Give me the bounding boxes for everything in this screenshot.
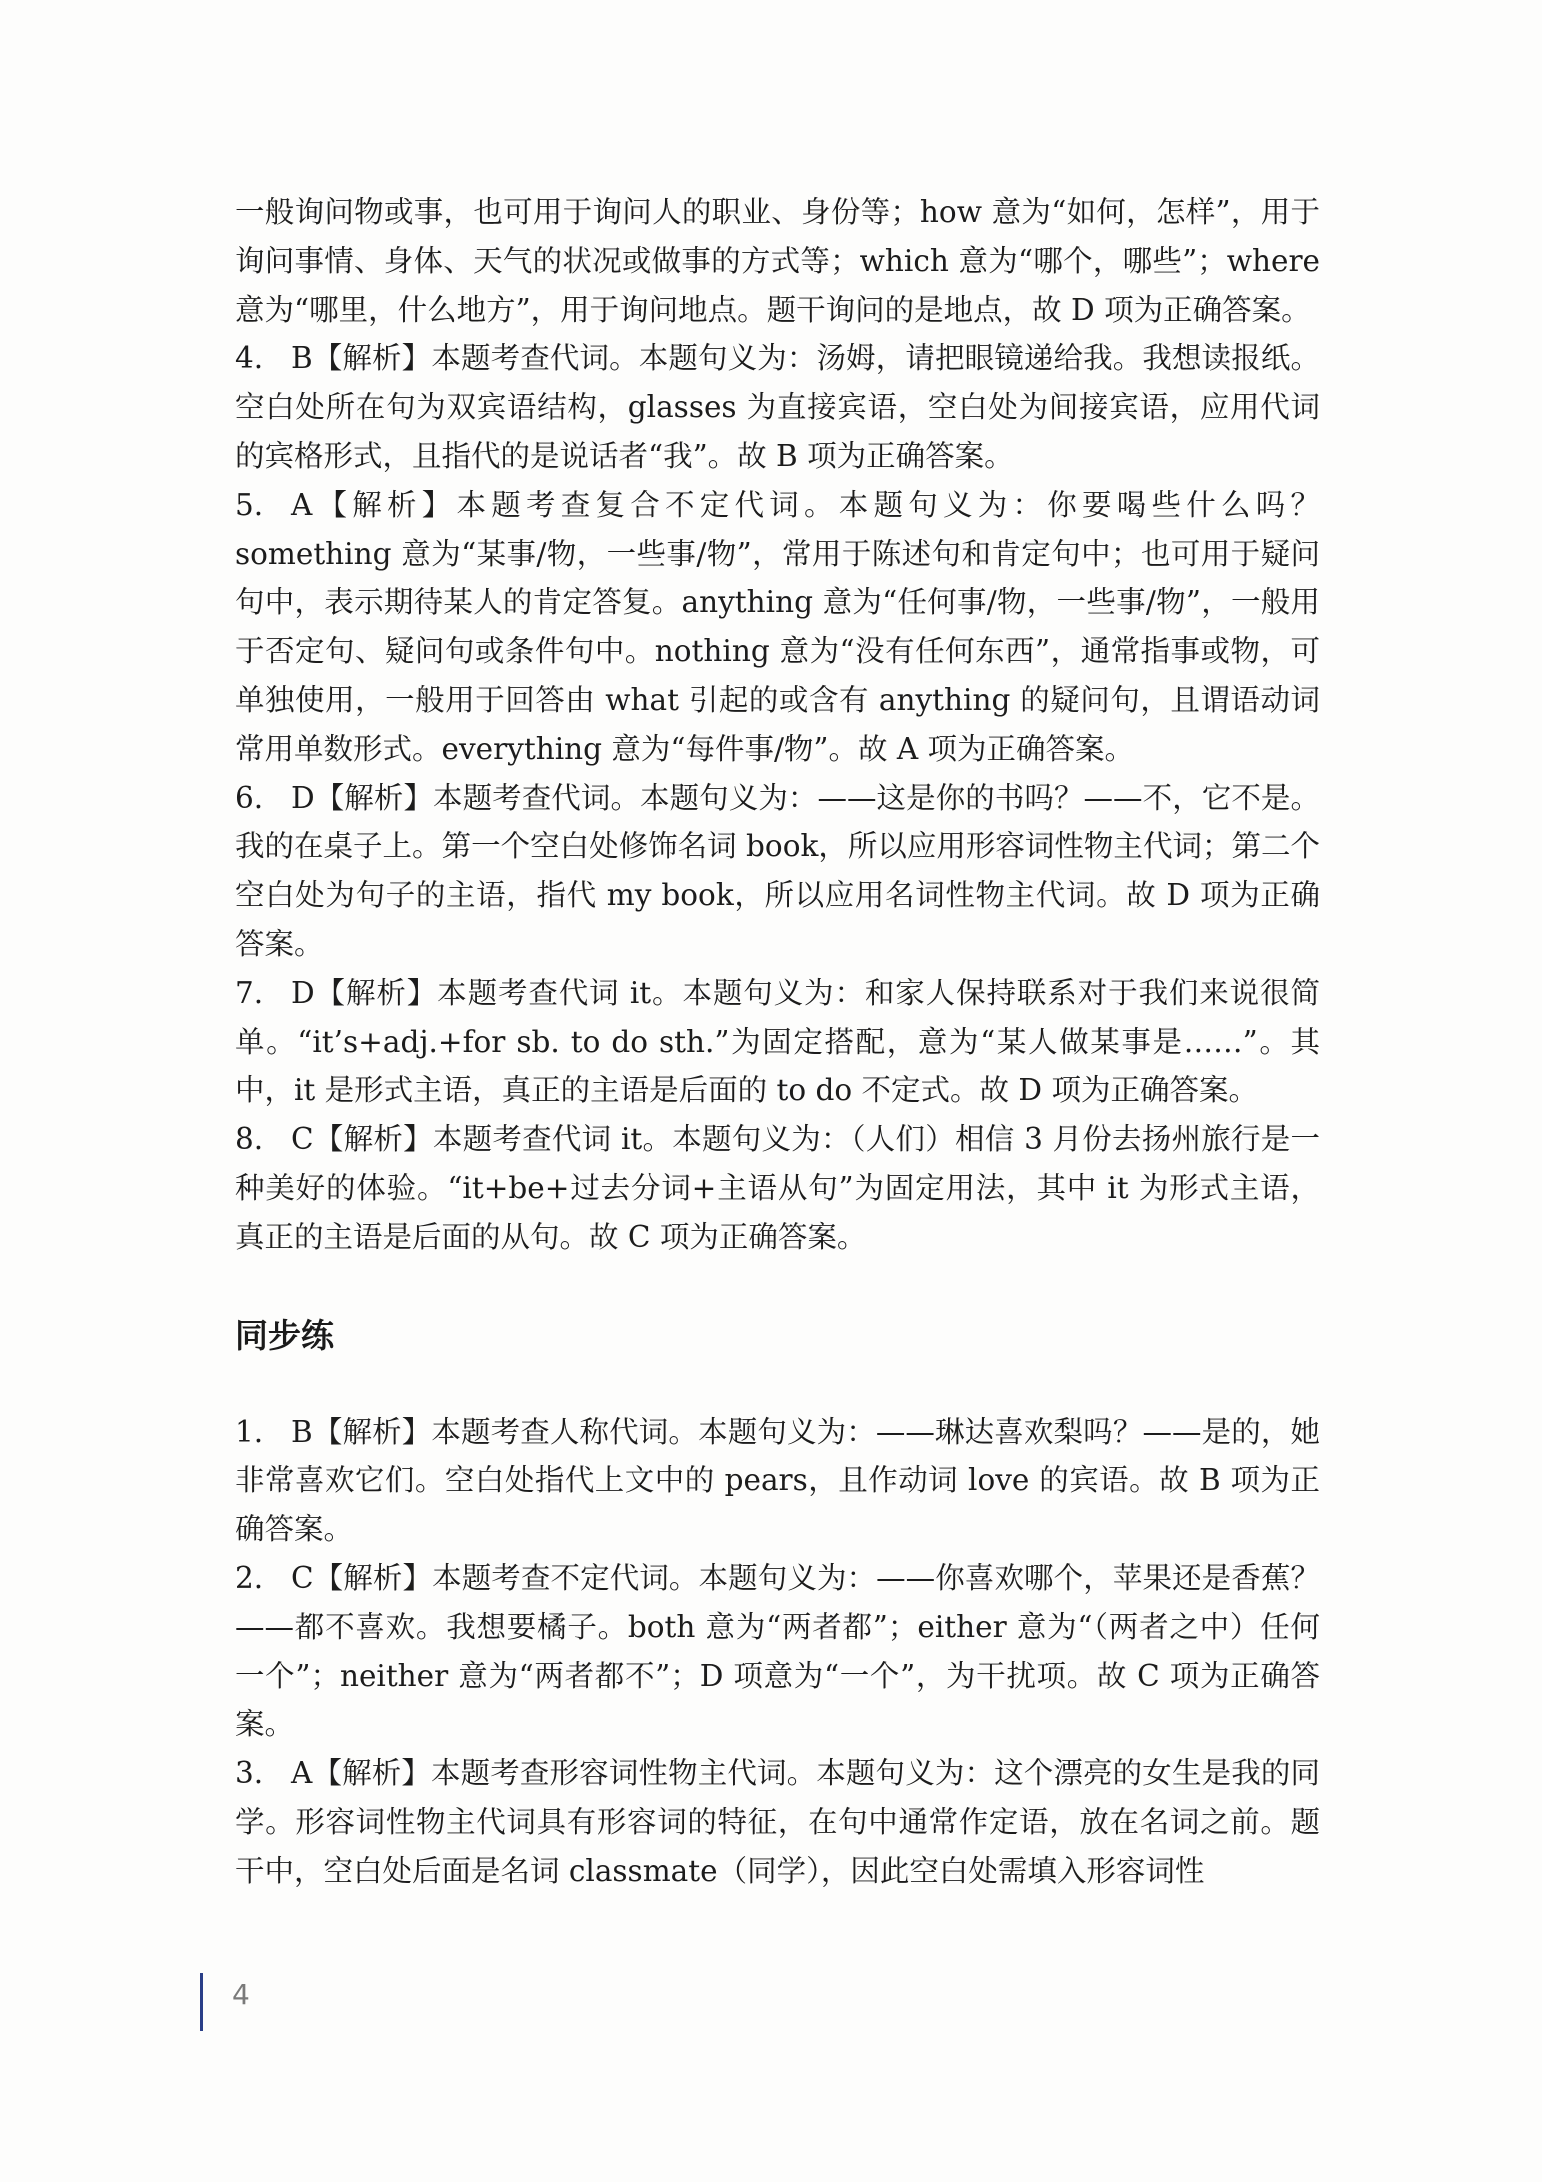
page-number: 4: [232, 1978, 250, 2011]
answer-item: [235, 1408, 1320, 1554]
answer-number: 4.: [235, 341, 264, 376]
answer-number: 2.: [235, 1560, 264, 1595]
intro-paragraph: 一般询问物或事，也可用于询问人的职业、身份等；how 意为“如何，怎样”，用于询问事情、身体、天气的状况或做事的方式等；which 意为“哪个，哪些”；where 意为“哪里，什么地方”，用于询问地点。题干询问的是地点，故 D 项为正确答案。: [235, 195, 1320, 327]
answer-text: B【解析】本题考查代词。本题句义为：汤姆，请把眼镜递给我。我想读报纸。空白处所在句为双宾语结构，glasses 为直接宾语，空白处为间接宾语，应用代词的宾格形式，且指代的是说话者“我”。故 B 项为正确答案。: [235, 341, 1320, 473]
answer-text: B【解析】本题考查人称代词。本题句义为：——琳达喜欢梨吗？——是的，她非常喜欢它们。空白处指代上文中的 pears，且作动词 love 的宾语。故 B 项为正确答案。: [235, 1414, 1320, 1547]
answer-text: A【解析】本题考查复合不定代词。本题句义为：你要喝些什么吗？something 意为“某事/物，一些事/物”，常用于陈述句和肯定句中；也可用于疑问句中，表示期待某人的肯定答复。anything 意为“任何事/物，一些事/物”，一般用于否定句、疑问句或条件句中。nothing 意为“没有任何东西”，通常指事或物，可单独使用，一般用于回答由 what 引起的或含有 anything 的疑问句，且谓语动词常用单数形式。everything 意为“每件事/物”。故 A 项为正确答案。: [235, 487, 1320, 766]
answer-text: A【解析】本题考查形容词性物主代词。本题句义为：这个漂亮的女生是我的同学。形容词性物主代词具有形容词的特征，在句中通常作定语，放在名词之前。题干中，空白处后面是名词 classmate（同学），因此空白处需填入形容词性: [235, 1756, 1320, 1888]
answer-item: [235, 774, 1320, 969]
answers-part1: [235, 334, 1320, 1261]
answer-key-content: [235, 188, 1320, 1896]
answer-text: D【解析】本题考查代词。本题句义为：——这是你的书吗？——不，它不是。我的在桌子上。第一个空白处修饰名词 book，所以应用形容词性物主代词；第二个空白处为句子的主语，指代 my book，所以应用名词性物主代词。故 D 项为正确答案。: [235, 780, 1320, 961]
answer-item: [235, 1554, 1320, 1749]
page-number-bar: [200, 1973, 203, 2031]
answer-number: 1.: [235, 1414, 264, 1449]
answer-text: C【解析】本题考查不定代词。本题句义为：——你喜欢哪个，苹果还是香蕉？——都不喜欢。我想要橘子。both 意为“两者都”；either 意为“（两者之中）任何一个”；neither 意为“两者都不”；D 项意为“一个”，为干扰项。故 C 项为正确答案。: [235, 1560, 1320, 1742]
answer-item: [235, 1115, 1320, 1261]
answer-item: [235, 969, 1320, 1115]
answer-number: 5.: [235, 487, 264, 522]
answer-item: [235, 334, 1320, 480]
answer-text: D【解析】本题考查代词 it。本题句义为：和家人保持联系对于我们来说很简单。“it’s+adj.+for sb. to do sth.”为固定搭配，意为“某人做某事是……”。其中，it 是形式主语，真正的主语是后面的 to do 不定式。故 D 项为正确答案。: [235, 975, 1320, 1108]
answer-item: [235, 481, 1320, 774]
answer-number: 7.: [235, 975, 264, 1010]
section-title: 同步练: [235, 1315, 334, 1355]
answers-part2: [235, 1408, 1320, 1896]
answer-number: 8.: [235, 1122, 264, 1157]
answer-number: 3.: [235, 1756, 264, 1791]
answer-text: C【解析】本题考查代词 it。本题句义为：（人们）相信 3 月份去扬州旅行是一种美好的体验。“it+be+过去分词+主语从句”为固定用法，其中 it 为形式主语，真正的主语是后面的从句。故 C 项为正确答案。: [235, 1122, 1320, 1254]
answer-number: 6.: [235, 780, 264, 815]
answer-item: [235, 1749, 1320, 1895]
